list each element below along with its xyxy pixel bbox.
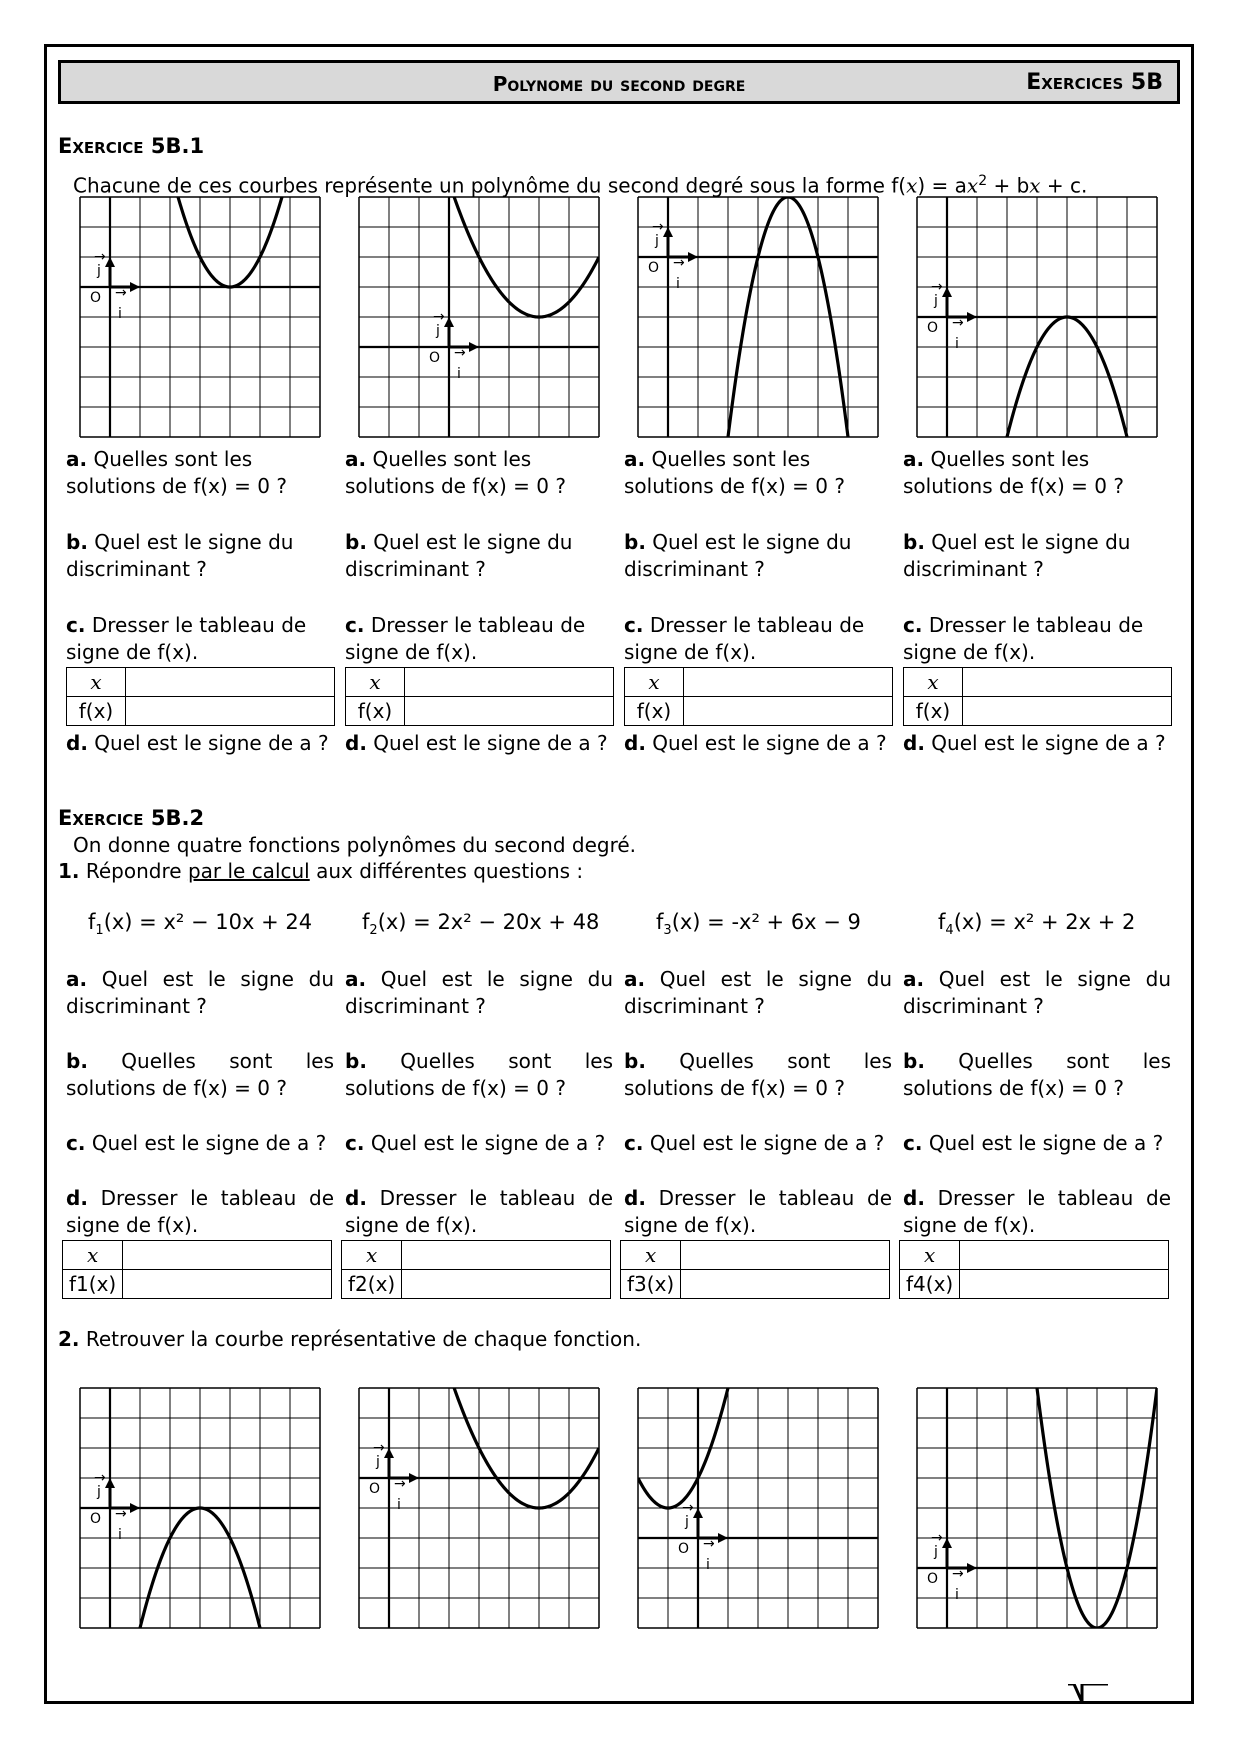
question-label: c. — [624, 1131, 644, 1155]
i-arrow — [718, 1533, 728, 1543]
i-label: i — [457, 366, 461, 382]
i-arrow-label: → — [115, 285, 127, 301]
header-title: Polynome du second degre — [492, 72, 746, 96]
table-f-header: f(x) — [346, 697, 405, 726]
parabola-graph — [80, 197, 320, 437]
j-arrow — [384, 1448, 394, 1458]
question-label: a. — [345, 967, 367, 991]
i-arrow — [130, 282, 140, 292]
question-text: Quelles sont les — [958, 1049, 1172, 1073]
sign-table — [62, 1240, 332, 1299]
question-text: Dresser le tableau de — [91, 613, 307, 637]
question-block — [345, 966, 613, 1020]
question-text: Dresser le tableau de — [937, 1186, 1172, 1210]
j-arrow — [105, 257, 115, 267]
question-block — [903, 1048, 1171, 1102]
question-block — [903, 1130, 1171, 1157]
i-arrow-label: → — [394, 1476, 406, 1492]
question-text: discriminant ? — [624, 557, 765, 581]
table-f-header: f(x) — [67, 697, 126, 726]
table-f-cell[interactable] — [402, 1270, 611, 1299]
question-label: d. — [66, 731, 88, 755]
table-x-cell[interactable] — [960, 1241, 1169, 1270]
question-text: Quel est le signe de a ? — [94, 731, 329, 755]
question-text: discriminant ? — [345, 557, 486, 581]
question-block — [66, 612, 334, 666]
table-f-cell[interactable] — [405, 697, 614, 726]
question-text: solutions de f(x) = 0 ? — [345, 1076, 566, 1100]
table-x-cell[interactable] — [123, 1241, 332, 1270]
question-label: a. — [903, 447, 925, 471]
j-label: j — [685, 1514, 689, 1530]
question-text: discriminant ? — [624, 994, 765, 1018]
question-text: signe de f(x). — [66, 640, 199, 664]
question-block — [66, 966, 334, 1020]
j-arrow — [663, 227, 673, 237]
origin-label: O — [678, 1541, 690, 1557]
question-text: discriminant ? — [66, 994, 207, 1018]
question-text: Quel est le signe du — [931, 530, 1131, 554]
question-block — [66, 446, 334, 500]
header-series: Exercices 5B — [1026, 70, 1163, 95]
question-block — [345, 529, 613, 583]
question-block — [345, 446, 613, 500]
parabola-graph — [359, 1388, 599, 1628]
question-label: d. — [624, 731, 646, 755]
function-expression: $f_2(x) = 2x^2 - 20x + 48$ — [362, 910, 600, 939]
question-label: b. — [66, 1049, 88, 1073]
i-arrow — [967, 312, 977, 322]
question-text: signe de f(x). — [66, 1213, 199, 1237]
question-label: c. — [66, 1131, 86, 1155]
question-text: solutions de f(x) = 0 ? — [66, 1076, 287, 1100]
question-label: a. — [66, 967, 88, 991]
exercise-2-intro: On donne quatre fonctions polynômes du second degré. — [73, 833, 637, 857]
function-expression: $f_1(x) = x^2 - 10x + 24$ — [88, 910, 313, 939]
i-label: i — [955, 1587, 959, 1603]
page-header — [58, 60, 1180, 104]
question-text: solutions de f(x) = 0 ? — [66, 474, 287, 498]
question-label: a. — [903, 967, 925, 991]
question-label: b. — [66, 530, 88, 554]
question-text: discriminant ? — [903, 994, 1044, 1018]
table-f-cell[interactable] — [963, 697, 1172, 726]
i-label: i — [706, 1557, 710, 1573]
question-text: discriminant ? — [903, 557, 1044, 581]
sign-table — [620, 1240, 890, 1299]
exercise-2-title: Exercice 5B.2 — [58, 806, 205, 830]
question-label: b. — [345, 530, 367, 554]
question-text: Quel est le signe de a ? — [373, 731, 608, 755]
j-label: j — [97, 1484, 101, 1500]
parabola-graph — [638, 1388, 878, 1628]
question-block — [66, 529, 334, 583]
origin-label: O — [369, 1481, 381, 1497]
origin-label: O — [90, 1511, 102, 1527]
j-arrow — [942, 1538, 952, 1548]
question-block — [624, 446, 892, 500]
question-label: b. — [624, 1049, 646, 1073]
question-block — [345, 1185, 613, 1239]
question-block — [345, 1130, 613, 1157]
j-label: j — [655, 233, 659, 249]
table-f-cell[interactable] — [123, 1270, 332, 1299]
i-arrow-label: → — [673, 255, 685, 271]
question-label: a. — [345, 447, 367, 471]
j-arrow-label: → — [652, 219, 664, 235]
question-text: signe de f(x). — [903, 1213, 1036, 1237]
question-text: Dresser le tableau de — [379, 1186, 614, 1210]
question-text: solutions de f(x) = 0 ? — [624, 1076, 845, 1100]
j-arrow-label: → — [433, 309, 445, 325]
j-label: j — [934, 1544, 938, 1560]
question-text: Quelles sont les — [93, 447, 253, 471]
function-expression: $f_3(x) = -x^2 + 6x - 9$ — [656, 910, 861, 939]
table-f-header: f2(x) — [342, 1270, 402, 1299]
j-arrow-label: → — [94, 249, 106, 265]
question-text: Quel est le signe du — [380, 967, 613, 991]
table-x-header: x — [67, 668, 126, 697]
question-block — [903, 730, 1171, 757]
question-label: d. — [903, 1186, 925, 1210]
question-block — [66, 1185, 334, 1239]
sign-table — [345, 667, 614, 726]
question-label: a. — [66, 447, 88, 471]
i-label: i — [118, 1527, 122, 1543]
question-label: c. — [624, 613, 644, 637]
table-x-cell[interactable] — [684, 668, 893, 697]
question-label: d. — [903, 731, 925, 755]
j-arrow-label: → — [931, 1530, 943, 1546]
table-f-header: f4(x) — [900, 1270, 960, 1299]
table-x-cell[interactable] — [681, 1241, 890, 1270]
parabola-graph — [917, 1388, 1157, 1628]
table-x-header: x — [346, 668, 405, 697]
table-x-header: x — [342, 1241, 402, 1270]
i-arrow-label: → — [703, 1536, 715, 1552]
table-f-header: f(x) — [904, 697, 963, 726]
j-arrow-label: → — [94, 1470, 106, 1486]
question-block — [624, 966, 892, 1020]
question-block — [624, 612, 892, 666]
i-label: i — [955, 336, 959, 352]
question-block — [624, 1185, 892, 1239]
parabola-graph — [917, 197, 1157, 437]
i-arrow — [130, 1503, 140, 1513]
i-arrow — [967, 1563, 977, 1573]
question-block — [903, 612, 1171, 666]
question-label: d. — [345, 731, 367, 755]
function-expression: $f_4(x) = x^2 + 2x + 2$ — [938, 910, 1136, 939]
corner-mark — [1068, 1684, 1108, 1706]
question-label: d. — [624, 1186, 646, 1210]
question-text: solutions de f(x) = 0 ? — [903, 474, 1124, 498]
sign-table — [624, 667, 893, 726]
parabola-graph — [638, 197, 878, 437]
table-f-cell[interactable] — [960, 1270, 1169, 1299]
i-arrow-label: → — [952, 1566, 964, 1582]
origin-label: O — [927, 320, 939, 336]
parabola-graph — [80, 1388, 320, 1628]
question-text: Dresser le tableau de — [658, 1186, 893, 1210]
question-text: Quel est le signe de a ? — [649, 1131, 885, 1155]
question-block — [66, 1130, 334, 1157]
question-text: Dresser le tableau de — [100, 1186, 335, 1210]
exercise-1-intro: Chacune de ces courbes représente un polynôme du second degré sous la forme $f(x) = ax^2$ + bx + c. — [73, 173, 1088, 198]
question-block — [903, 1185, 1171, 1239]
question-label: c. — [903, 1131, 923, 1155]
j-arrow — [693, 1508, 703, 1518]
table-f-header: f(x) — [625, 697, 684, 726]
question-text: signe de f(x). — [903, 640, 1036, 664]
question-label: c. — [345, 613, 365, 637]
question-block — [66, 730, 334, 757]
question-block — [624, 529, 892, 583]
i-arrow-label: → — [454, 345, 466, 361]
origin-label: O — [90, 290, 102, 306]
exercise-2-question-2: 2. Retrouver la courbe représentative de chaque fonction. — [58, 1327, 642, 1351]
i-arrow — [688, 252, 698, 262]
question-label: d. — [345, 1186, 367, 1210]
j-label: j — [436, 323, 440, 339]
question-text: Dresser le tableau de — [928, 613, 1144, 637]
table-x-cell[interactable] — [963, 668, 1172, 697]
question-text: Quel est le signe du — [373, 530, 573, 554]
table-f-cell[interactable] — [681, 1270, 890, 1299]
j-arrow — [105, 1478, 115, 1488]
question-text: Quelles sont les — [679, 1049, 893, 1073]
question-block — [624, 1048, 892, 1102]
j-arrow-label: → — [931, 279, 943, 295]
question-text: Quel est le signe du — [659, 967, 892, 991]
table-x-header: x — [63, 1241, 123, 1270]
sign-table — [341, 1240, 611, 1299]
question-text: solutions de f(x) = 0 ? — [345, 474, 566, 498]
question-text: Quelles sont les — [651, 447, 811, 471]
origin-label: O — [429, 350, 441, 366]
table-f-header: f1(x) — [63, 1270, 123, 1299]
question-label: b. — [903, 530, 925, 554]
question-text: solutions de f(x) = 0 ? — [903, 1076, 1124, 1100]
table-x-header: x — [621, 1241, 681, 1270]
question-text: signe de f(x). — [624, 1213, 757, 1237]
question-text: Quelles sont les — [400, 1049, 614, 1073]
question-block — [345, 730, 613, 757]
question-text: Quelles sont les — [121, 1049, 335, 1073]
question-text: Quel est le signe de a ? — [652, 731, 887, 755]
parabola-graph — [359, 197, 599, 437]
j-label: j — [97, 263, 101, 279]
question-text: signe de f(x). — [345, 1213, 478, 1237]
sign-table — [66, 667, 335, 726]
i-label: i — [118, 306, 122, 322]
table-x-header: x — [900, 1241, 960, 1270]
question-text: Quelles sont les — [372, 447, 532, 471]
question-label: c. — [903, 613, 923, 637]
question-text: Dresser le tableau de — [370, 613, 586, 637]
i-label: i — [397, 1497, 401, 1513]
table-f-cell[interactable] — [126, 697, 335, 726]
question-text: Quelles sont les — [930, 447, 1090, 471]
origin-label: O — [927, 1571, 939, 1587]
question-text: Quel est le signe du — [938, 967, 1171, 991]
table-f-cell[interactable] — [684, 697, 893, 726]
question-text: Quel est le signe de a ? — [370, 1131, 606, 1155]
question-text: Dresser le tableau de — [649, 613, 865, 637]
table-f-header: f3(x) — [621, 1270, 681, 1299]
i-arrow-label: → — [115, 1506, 127, 1522]
table-x-cell[interactable] — [126, 668, 335, 697]
table-x-header: x — [904, 668, 963, 697]
question-block — [624, 730, 892, 757]
question-block — [66, 1048, 334, 1102]
j-arrow — [942, 287, 952, 297]
question-block — [903, 529, 1171, 583]
j-arrow-label: → — [373, 1440, 385, 1456]
question-label: a. — [624, 967, 646, 991]
question-text: discriminant ? — [66, 557, 207, 581]
j-label: j — [376, 1454, 380, 1470]
question-text: Quel est le signe de a ? — [91, 1131, 327, 1155]
exercise-2-question-1: 1. Répondre par le calcul aux différentes questions : — [58, 859, 584, 883]
question-label: b. — [624, 530, 646, 554]
question-text: Quel est le signe du — [94, 530, 294, 554]
i-arrow — [469, 342, 479, 352]
question-block — [345, 612, 613, 666]
origin-label: O — [648, 260, 660, 276]
question-text: signe de f(x). — [624, 640, 757, 664]
question-text: Quel est le signe du — [652, 530, 852, 554]
question-label: a. — [624, 447, 646, 471]
question-block — [903, 446, 1171, 500]
sign-table — [899, 1240, 1169, 1299]
i-label: i — [676, 276, 680, 292]
sign-table — [903, 667, 1172, 726]
question-text: discriminant ? — [345, 994, 486, 1018]
question-label: b. — [903, 1049, 925, 1073]
i-arrow-label: → — [952, 315, 964, 331]
i-arrow — [409, 1473, 419, 1483]
question-label: b. — [345, 1049, 367, 1073]
j-arrow-label: → — [682, 1500, 694, 1516]
table-x-cell[interactable] — [402, 1241, 611, 1270]
table-x-header: x — [625, 668, 684, 697]
question-text: signe de f(x). — [345, 640, 478, 664]
question-block — [624, 1130, 892, 1157]
question-text: Quel est le signe de a ? — [931, 731, 1166, 755]
question-label: d. — [66, 1186, 88, 1210]
question-block — [345, 1048, 613, 1102]
question-text: Quel est le signe du — [101, 967, 334, 991]
exercise-1-title: Exercice 5B.1 — [58, 134, 205, 158]
question-text: solutions de f(x) = 0 ? — [624, 474, 845, 498]
j-label: j — [934, 293, 938, 309]
question-text: Quel est le signe de a ? — [928, 1131, 1164, 1155]
table-x-cell[interactable] — [405, 668, 614, 697]
question-label: c. — [66, 613, 86, 637]
j-arrow — [444, 317, 454, 327]
question-label: c. — [345, 1131, 365, 1155]
question-block — [903, 966, 1171, 1020]
